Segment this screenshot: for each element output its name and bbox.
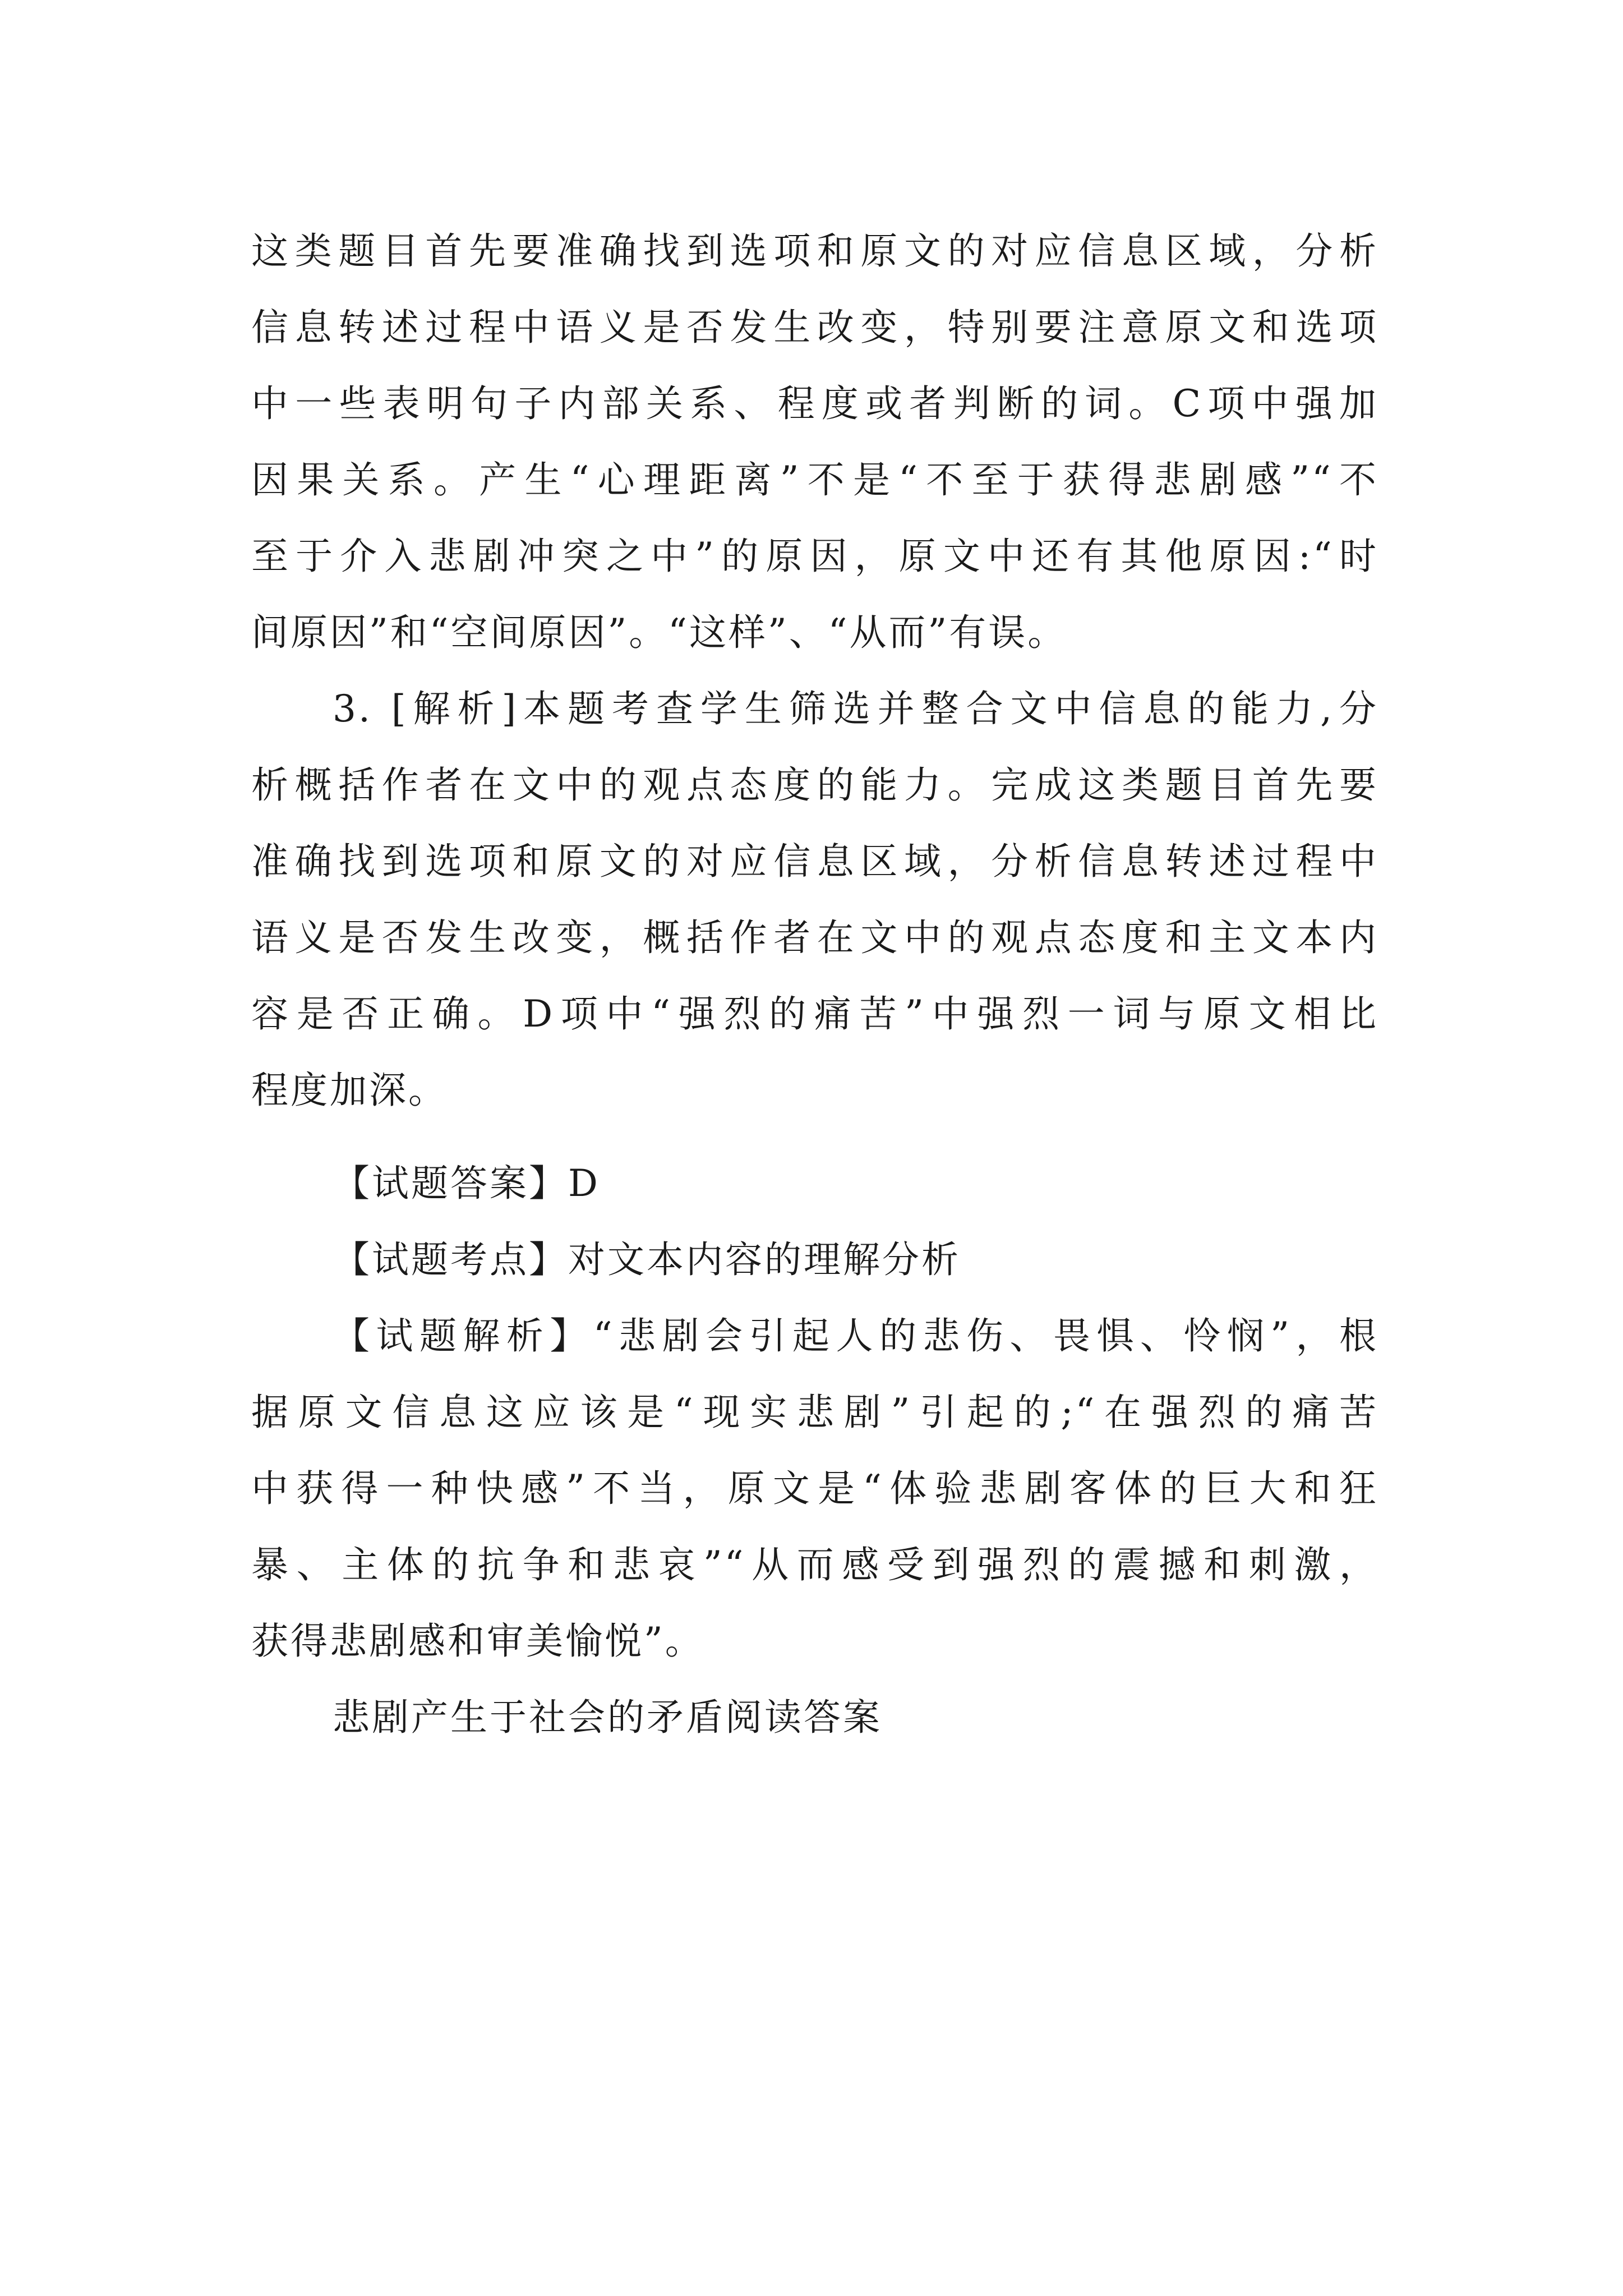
point-line: 【试题考点】对文本内容的理解分析 — [333, 1238, 961, 1281]
paragraph-analysis — [251, 1298, 1378, 1680]
text-line: 暴、主体的抗争和悲哀”“从而感受到强烈的震撼和刺激， — [251, 1543, 1378, 1586]
text-line: 析概括作者在文中的观点态度的能力。完成这类题目首先要 — [251, 763, 1378, 807]
answer-line: 【试题答案】D — [333, 1162, 600, 1205]
document-body — [251, 213, 1378, 1756]
text-line: 3. [解析]本题考查学生筛选并整合文中信息的能力,分 — [333, 687, 1378, 730]
text-line: 语义是否发生改变，概括作者在文中的观点态度和主文本内 — [251, 916, 1378, 959]
text-line: 信息转述过程中语义是否发生改变，特别要注意原文和选项 — [251, 306, 1378, 349]
text-line: 至于介入悲剧冲突之中”的原因，原文中还有其他原因:“时 — [251, 535, 1378, 578]
closing-title: 悲剧产生于社会的矛盾阅读答案 — [333, 1696, 882, 1739]
text-line: 程度加深。 — [251, 1069, 448, 1112]
paragraph-explanation-3 — [251, 671, 1378, 1129]
text-line: 因果关系。产生“心理距离”不是“不至于获得悲剧感”“不 — [251, 458, 1378, 501]
text-line: 中一些表明句子内部关系、程度或者判断的词。C项中强加 — [251, 382, 1378, 425]
text-line: 这类题目首先要准确找到选项和原文的对应信息区域，分析 — [251, 229, 1378, 273]
text-line: 容是否正确。D项中“强烈的痛苦”中强烈一词与原文相比 — [251, 992, 1378, 1036]
text-line: 准确找到选项和原文的对应信息区域，分析信息转述过程中 — [251, 840, 1378, 883]
spacer — [251, 1129, 1378, 1145]
paragraph-explanation-c — [251, 213, 1378, 671]
text-line: 【试题解析】“悲剧会引起人的悲伤、畏惧、怜悯”，根 — [333, 1314, 1378, 1358]
text-line: 中获得一种快感”不当，原文是“体验悲剧客体的巨大和狂 — [251, 1467, 1378, 1510]
text-line: 据原文信息这应该是“现实悲剧”引起的;“在强烈的痛苦 — [251, 1391, 1378, 1434]
text-line: 间原因”和“空间原因”。“这样”、“从而”有误。 — [251, 611, 1067, 654]
text-line: 获得悲剧感和审美愉悦”。 — [251, 1619, 704, 1663]
